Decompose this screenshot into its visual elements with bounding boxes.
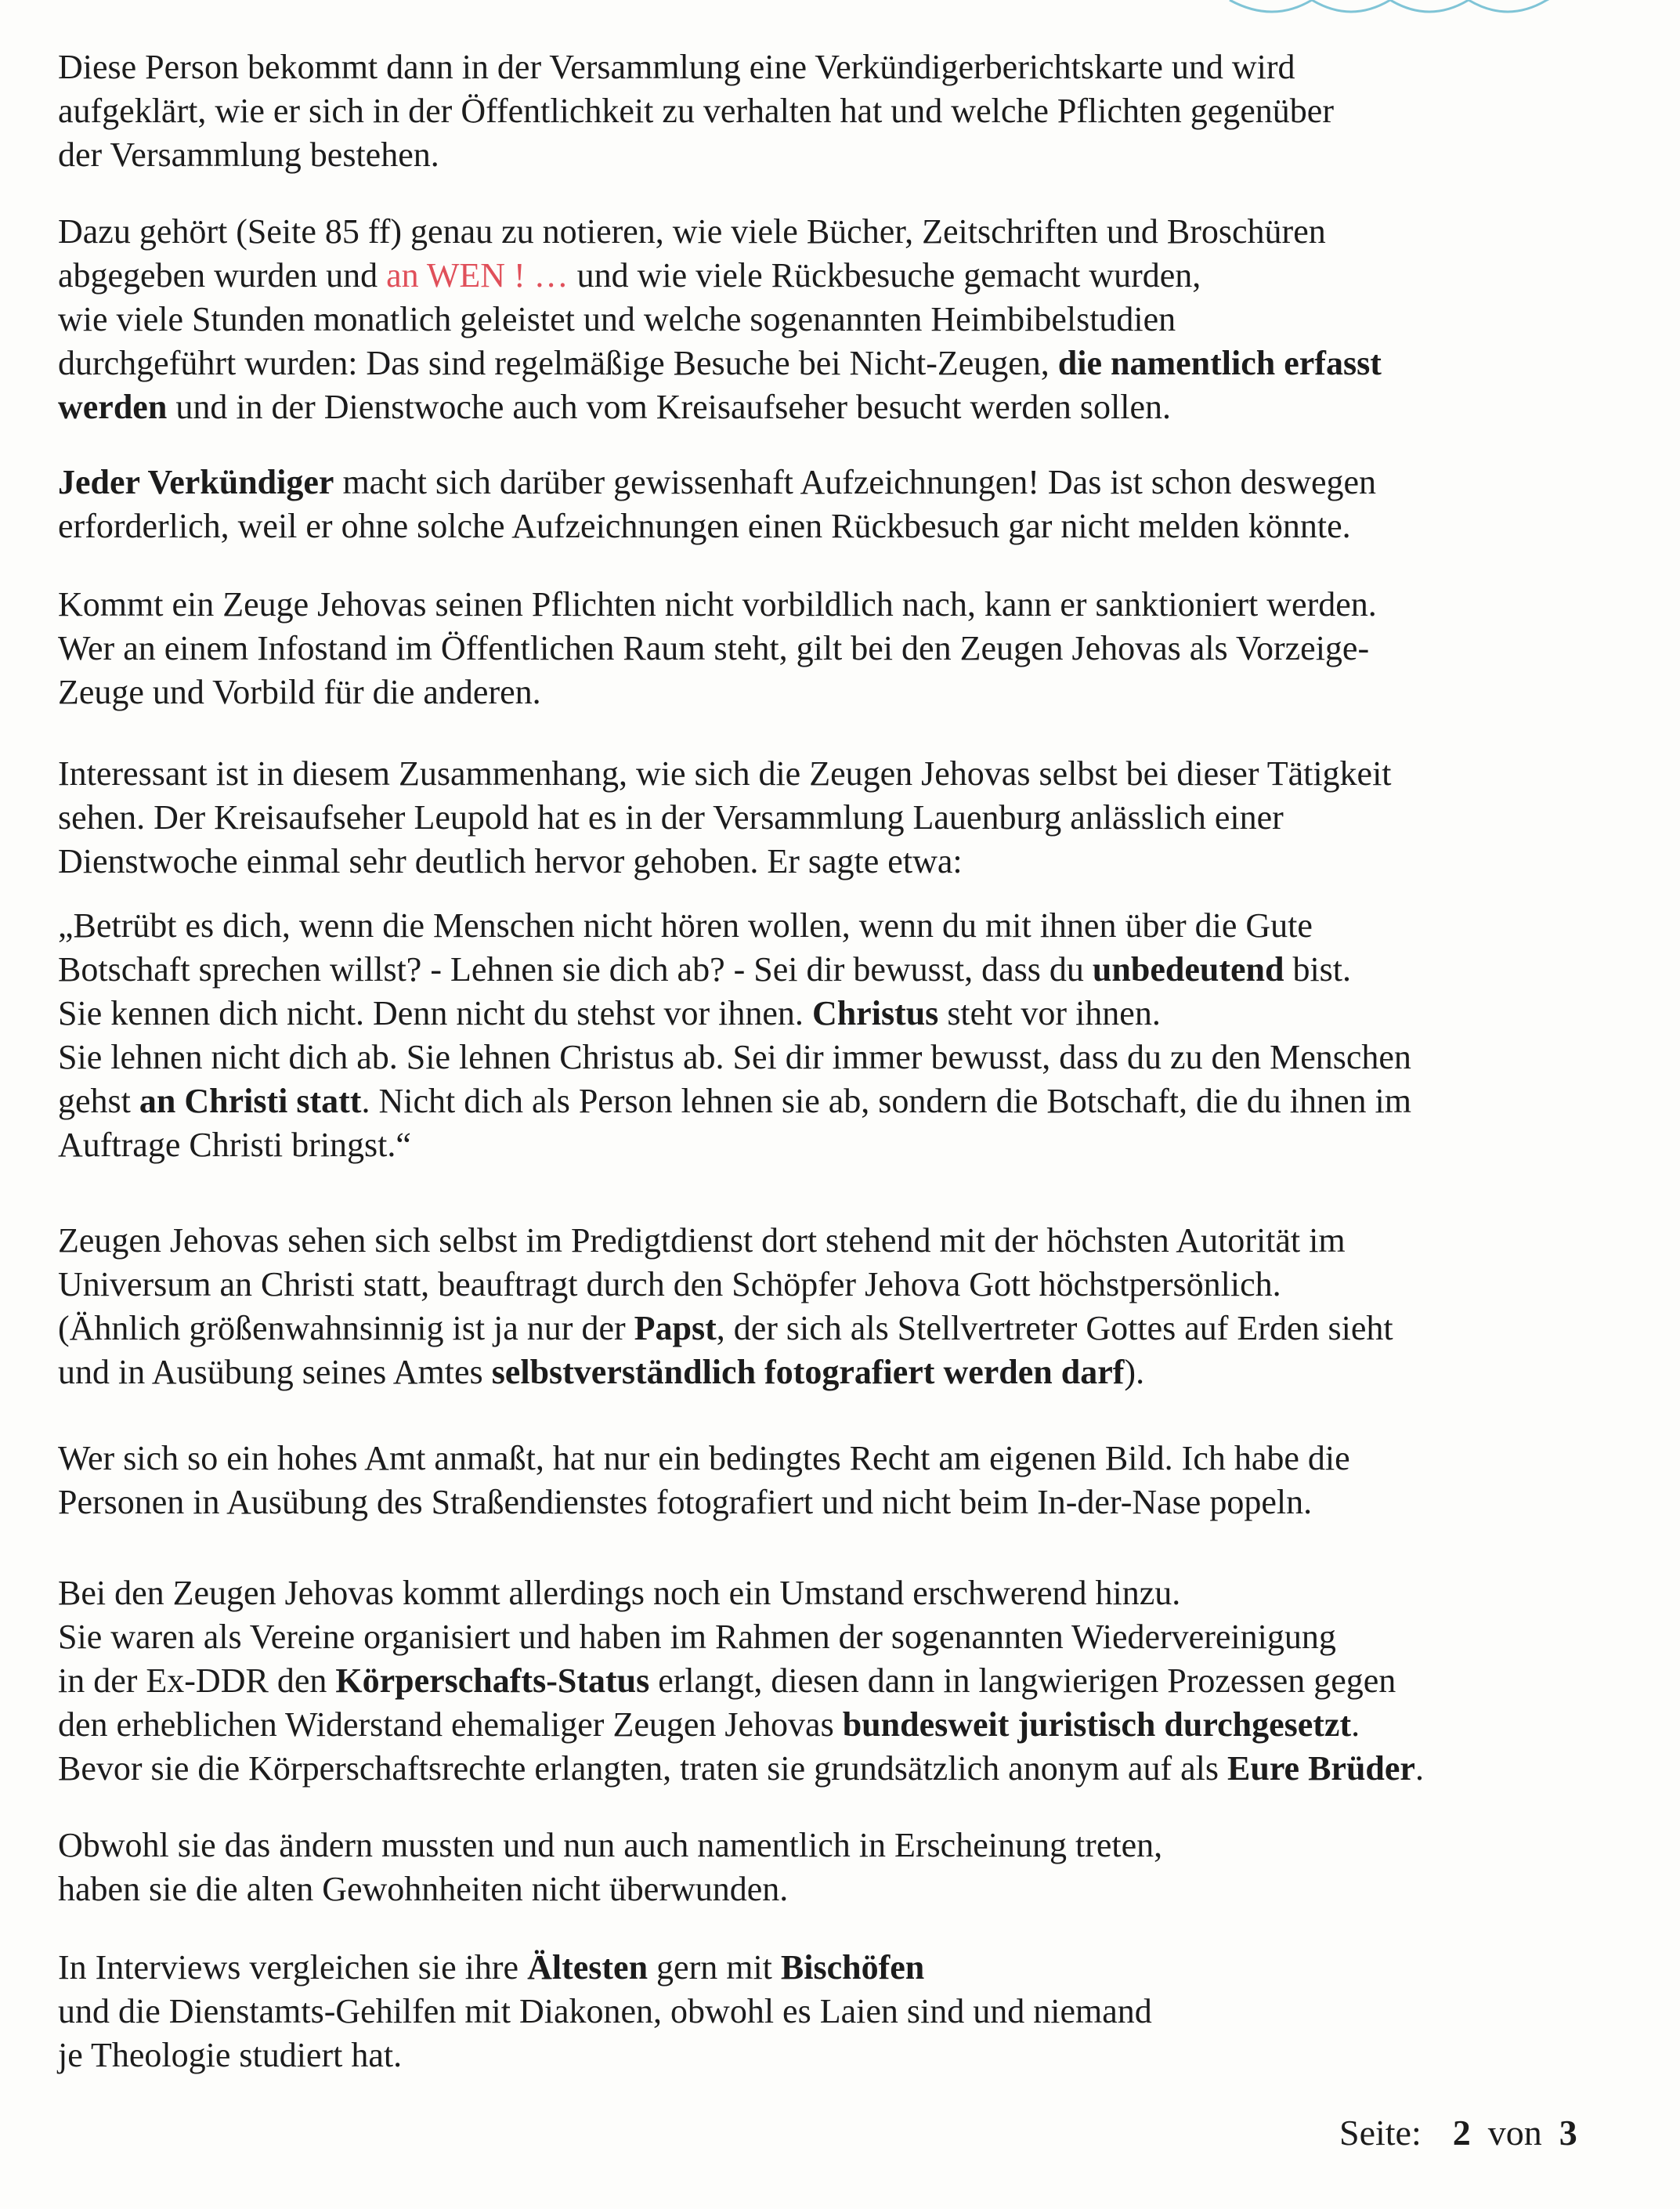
paragraph-1 [58,45,1632,177]
current-page: 2 [1452,2113,1471,2153]
text-line: Kommt ein Zeuge Jehovas seinen Pflichten nicht vorbildlich nach, kann er sanktioniert werden. [58,585,1377,624]
text-line: Dazu gehört (Seite 85 ff) genau zu notieren, wie viele Bücher, Zeitschriften und Broschüren [58,212,1326,251]
quote-paragraph [58,904,1632,1167]
text-line: werden und in der Dienstwoche auch vom Kreisaufseher besucht werden sollen. [58,388,1172,426]
text-line: aufgeklärt, wie er sich in der Öffentlichkeit zu verhalten hat und welche Pflichten gegenüber [58,92,1334,130]
text-line: der Versammlung bestehen. [58,136,439,174]
text-line: Universum an Christi statt, beauftragt durch den Schöpfer Jehova Gott höchstpersönlich. [58,1265,1281,1303]
text-line: Bevor sie die Körperschaftsrechte erlangten, traten sie grundsätzlich anonym auf als Eure Brüder. [58,1749,1424,1788]
page-number [1339,2111,1577,2155]
text-line: Zeugen Jehovas sehen sich selbst im Predigtdienst dort stehend mit der höchsten Autorität im [58,1221,1346,1260]
text-line: erforderlich, weil er ohne solche Aufzeichnungen einen Rückbesuch gar nicht melden könnte. [58,507,1351,545]
page-of-label: von [1487,2113,1542,2153]
page-label: Seite: [1339,2113,1422,2153]
text-line: den erheblichen Widerstand ehemaliger Zeugen Jehovas bundesweit juristisch durchgesetzt. [58,1705,1360,1744]
text-line: Zeuge und Vorbild für die anderen. [58,673,541,711]
paragraph-11 [58,1946,1632,2077]
paragraph-5 [58,752,1632,884]
paragraph-9 [58,1571,1632,1791]
paragraph-4 [58,583,1632,714]
text-line: je Theologie studiert hat. [58,2036,403,2074]
text-line: „Betrübt es dich, wenn die Menschen nicht hören wollen, wenn du mit ihnen über die Gute [58,906,1313,945]
text-line: Interessant ist in diesem Zusammenhang, wie sich die Zeugen Jehovas selbst bei dieser Tätigkeit [58,754,1392,793]
text-line: Botschaft sprechen willst? - Lehnen sie dich ab? - Sei dir bewusst, dass du unbedeutend bist. [58,950,1352,989]
text-line: und in Ausübung seines Amtes selbstverständlich fotografiert werden darf). [58,1353,1145,1391]
text-line: Obwohl sie das ändern mussten und nun auch namentlich in Erscheinung treten, [58,1826,1163,1864]
text-line: Jeder Verkündiger macht sich darüber gewissenhaft Aufzeichnungen! Das ist schon deswegen [58,463,1377,501]
text-line: haben sie die alten Gewohnheiten nicht überwunden. [58,1870,789,1908]
total-pages: 3 [1559,2113,1577,2153]
paragraph-10 [58,1824,1632,1911]
text-line: sehen. Der Kreisaufseher Leupold hat es in der Versammlung Lauenburg anlässlich einer [58,798,1284,837]
text-line: gehst an Christi statt. Nicht dich als Person lehnen sie ab, sondern die Botschaft, die du ihnen im [58,1082,1411,1120]
text-line: Sie waren als Vereine organisiert und haben im Rahmen der sogenannten Wiedervereinigung [58,1618,1336,1656]
text-line: Sie lehnen nicht dich ab. Sie lehnen Christus ab. Sei dir immer bewusst, dass du zu den Menschen [58,1038,1411,1076]
text-line: In Interviews vergleichen sie ihre Ältesten gern mit Bischöfen [58,1948,925,1987]
text-line: Wer an einem Infostand im Öffentlichen Raum steht, gilt bei den Zeugen Jehovas als Vorzeige- [58,629,1370,667]
text-line: Auftrage Christi bringst.“ [58,1126,411,1164]
text-line: Sie kennen dich nicht. Denn nicht du stehst vor ihnen. Christus steht vor ihnen. [58,994,1161,1032]
text-line: in der Ex-DDR den Körperschafts-Status erlangt, diesen dann in langwierigen Prozessen gegen [58,1661,1396,1700]
text-line: Diese Person bekommt dann in der Versammlung eine Verkündigerberichtskarte und wird [58,48,1295,86]
text-line: Bei den Zeugen Jehovas kommt allerdings noch ein Umstand erschwerend hinzu. [58,1574,1181,1612]
text-line: Personen in Ausübung des Straßendienstes fotografiert und nicht beim In-der-Nase popeln. [58,1483,1313,1521]
paragraph-3 [58,461,1632,548]
text-line: abgegeben wurden und an WEN ! … und wie viele Rückbesuche gemacht wurden, [58,256,1201,295]
text-line: Dienstwoche einmal sehr deutlich hervor gehoben. Er sagte etwa: [58,842,963,880]
decorative-cloud-outline [1226,0,1570,16]
text-line: (Ähnlich größenwahnsinnig ist ja nur der Papst, der sich als Stellvertreter Gottes auf Erden sieht [58,1309,1393,1347]
text-line: durchgeführt wurden: Das sind regelmäßige Besuche bei Nicht-Zeugen, die namentlich erfasst [58,344,1382,382]
paragraph-2 [58,210,1632,429]
text-line: und die Dienstamts-Gehilfen mit Diakonen, obwohl es Laien sind und niemand [58,1992,1152,2030]
paragraph-8 [58,1437,1632,1524]
text-line: wie viele Stunden monatlich geleistet und welche sogenannten Heimbibelstudien [58,300,1176,338]
text-line: Wer sich so ein hohes Amt anmaßt, hat nur ein bedingtes Recht am eigenen Bild. Ich habe die [58,1439,1350,1477]
highlighted-text: an WEN ! … [386,256,569,295]
paragraph-7 [58,1219,1632,1394]
